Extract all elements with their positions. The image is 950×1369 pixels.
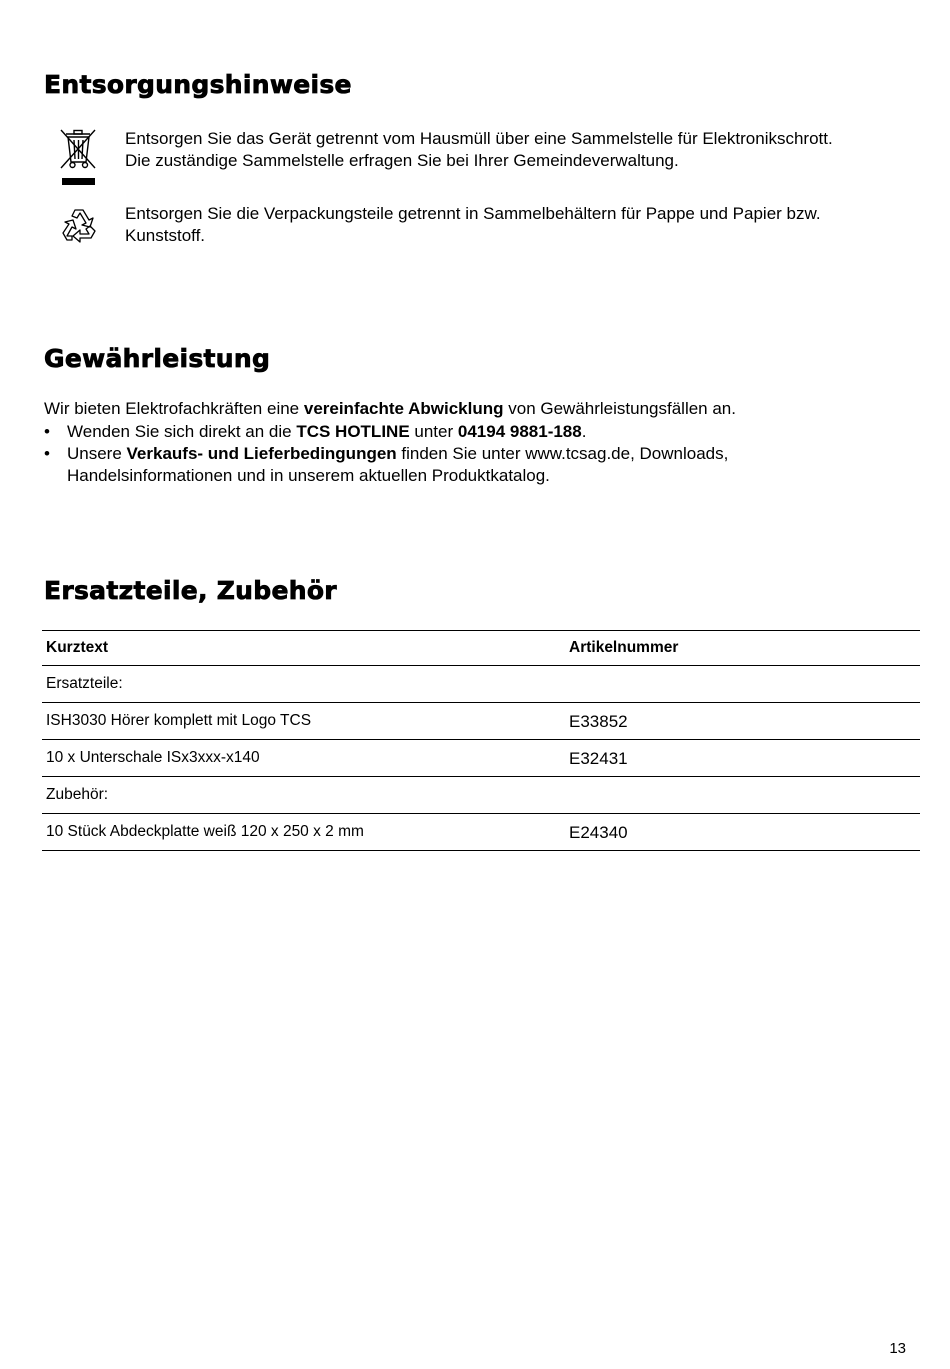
warranty-heading: Gewährleistung — [44, 344, 271, 373]
column-header-artikelnummer: Artikelnummer — [565, 631, 920, 666]
table-row — [42, 703, 920, 740]
terms-pre: Unsere — [67, 444, 127, 463]
crossed-out-wheelie-bin-icon — [58, 128, 98, 190]
table-row — [42, 777, 920, 814]
hotline-mid: unter — [409, 422, 458, 441]
row-text: 10 Stück Abdeckplatte weiß 120 x 250 x 2 mm — [42, 814, 565, 851]
bullet-icon: • — [44, 444, 50, 463]
row-text: Ersatzteile: — [42, 666, 565, 703]
table-row — [42, 666, 920, 703]
parts-table — [42, 630, 920, 851]
page-number: 13 — [889, 1340, 906, 1357]
warranty-intro-bold: vereinfachte Abwicklung — [303, 399, 504, 418]
warranty-intro-post: von Gewährleistungsfällen an. — [503, 399, 736, 418]
hotline-pre: Wenden Sie sich direkt an die — [67, 422, 297, 441]
parts-heading: Ersatzteile, Zubehör — [44, 576, 337, 605]
warranty-intro-pre: Wir bieten Elektrofachkräften eine — [44, 399, 304, 418]
warranty-intro — [44, 398, 736, 420]
row-number: E33852 — [565, 703, 920, 740]
packaging-disposal-line2: Kunststoff. — [125, 226, 206, 245]
row-number — [565, 666, 920, 703]
hotline-label: TCS HOTLINE — [296, 422, 410, 441]
hotline-post: . — [581, 422, 587, 441]
terms-post: finden Sie unter www.tcsag.de, Downloads, — [396, 444, 729, 463]
table-row — [42, 740, 920, 777]
terms-bold: Verkaufs- und Lieferbedingungen — [126, 444, 397, 463]
row-number: E24340 — [565, 814, 920, 851]
table-row — [42, 814, 920, 851]
warranty-bullet-list — [44, 421, 904, 487]
table-header-row — [42, 631, 920, 666]
device-disposal-line2: Die zuständige Sammelstelle erfragen Sie bei Ihrer Gemeindeverwaltung. — [125, 151, 679, 170]
row-text: ISH3030 Hörer komplett mit Logo TCS — [42, 703, 565, 740]
column-header-kurztext: Kurztext — [42, 631, 565, 666]
row-number: E32431 — [565, 740, 920, 777]
row-text: Zubehör: — [42, 777, 565, 814]
bullet-icon: • — [44, 422, 50, 441]
warranty-bullet-terms — [44, 443, 904, 487]
packaging-disposal-line1: Entsorgen Sie die Verpackungsteile getrennt in Sammelbehältern für Pappe und Papier bzw. — [125, 204, 821, 223]
device-disposal-line1: Entsorgen Sie das Gerät getrennt vom Hausmüll über eine Sammelstelle für Elektronikschrott. — [125, 129, 833, 148]
disposal-heading: Entsorgungshinweise — [44, 70, 352, 99]
recycling-icon — [58, 205, 100, 247]
row-number — [565, 777, 920, 814]
row-text: 10 x Unterschale ISx3xxx-x140 — [42, 740, 565, 777]
hotline-number: 04194 9881-188 — [457, 422, 582, 441]
terms-line2: Handelsinformationen und in unserem aktuellen Produktkatalog. — [67, 466, 550, 485]
warranty-bullet-hotline — [44, 421, 904, 443]
